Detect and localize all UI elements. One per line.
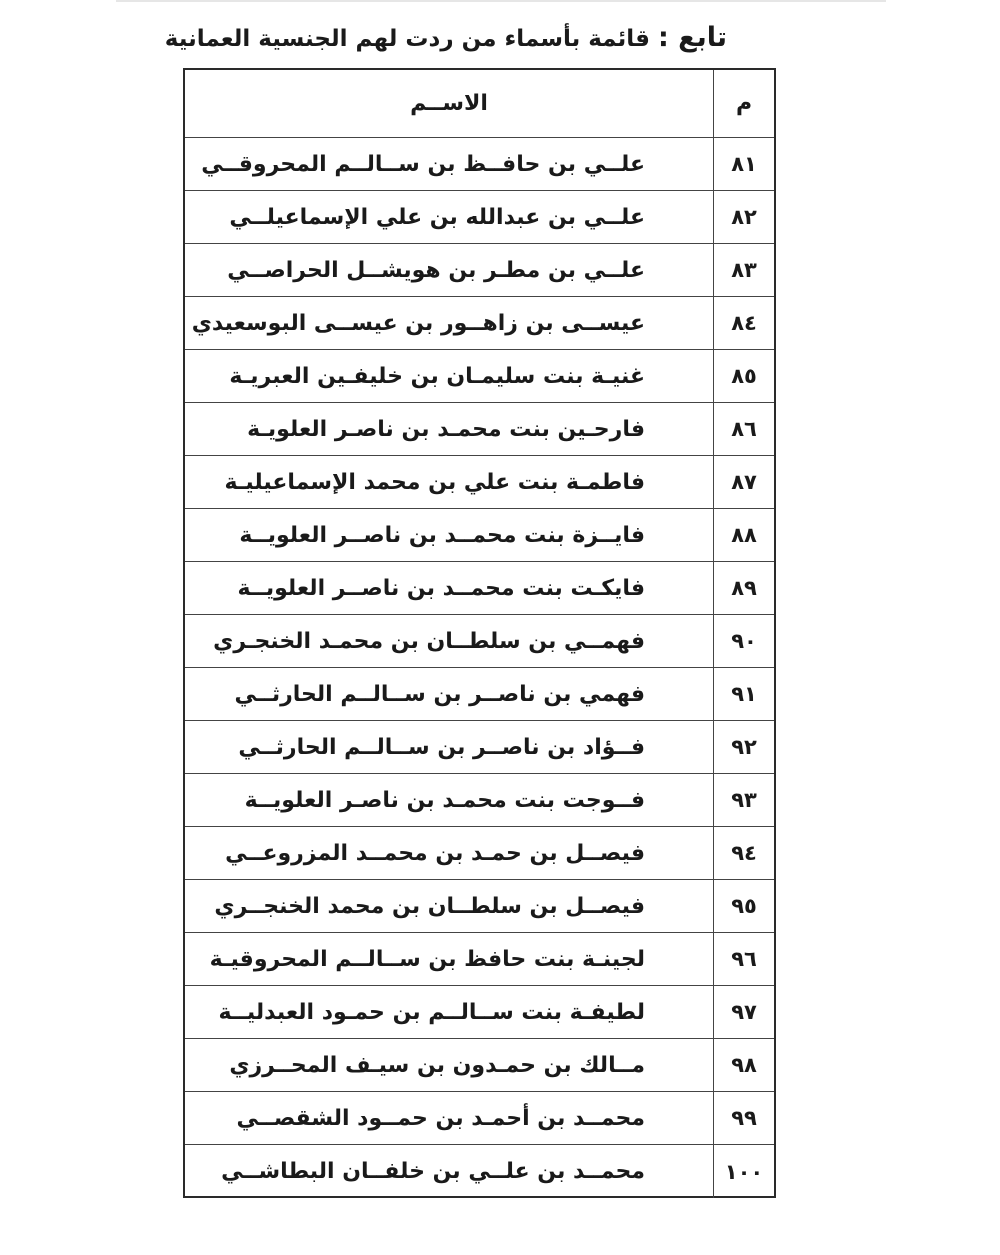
row-name: فهمي بن ناصــر بن ســالــم الحارثــي bbox=[234, 681, 645, 707]
row-number: ٩٠ bbox=[713, 615, 774, 667]
row-number: ٨٢ bbox=[713, 191, 774, 243]
heading-lead: تابع : bbox=[657, 22, 727, 53]
row-name: مــالك بن حمـدون بن سيـف المحــرزي bbox=[229, 1052, 645, 1078]
table-row bbox=[185, 668, 774, 721]
row-number: ٩٢ bbox=[713, 721, 774, 773]
row-number: ٩١ bbox=[713, 668, 774, 720]
row-number: ٩٩ bbox=[713, 1092, 774, 1144]
heading-text: قائمة بأسماء من ردت لهم الجنسية العمانية bbox=[164, 26, 650, 52]
row-name: فاطمـة بنت علي بن محمد الإسماعيليـة bbox=[224, 469, 645, 495]
table-row bbox=[185, 1145, 774, 1198]
table-row bbox=[185, 456, 774, 509]
row-name: علــي بن حافــظ بن ســالــم المحروقــي bbox=[201, 151, 645, 177]
table-row bbox=[185, 509, 774, 562]
row-name: فــؤاد بن ناصــر بن ســالــم الحارثــي bbox=[238, 734, 645, 760]
row-number: ٨١ bbox=[713, 138, 774, 190]
row-name: لطيفـة بنت ســالــم بن حمـود العبدليــة bbox=[218, 999, 645, 1025]
row-name: علــي بن مطـر بن هويشــل الحراصــي bbox=[227, 257, 645, 283]
row-number: ٨٣ bbox=[713, 244, 774, 296]
row-number: ٨٤ bbox=[713, 297, 774, 349]
row-number: ١٠٠ bbox=[713, 1145, 774, 1198]
top-divider bbox=[116, 0, 886, 2]
row-name: فارحـين بنت محمـد بن ناصـر العلويـة bbox=[247, 416, 645, 442]
table-row bbox=[185, 986, 774, 1039]
row-number: ٨٩ bbox=[713, 562, 774, 614]
row-number: ٩٦ bbox=[713, 933, 774, 985]
row-number: ٩٤ bbox=[713, 827, 774, 879]
row-number: ٩٥ bbox=[713, 880, 774, 932]
table-row bbox=[185, 1039, 774, 1092]
row-name: فــوجت بنت محمـد بن ناصـر العلويــة bbox=[244, 787, 645, 813]
page-heading bbox=[165, 20, 727, 57]
table-row bbox=[185, 774, 774, 827]
table-row bbox=[185, 297, 774, 350]
table-row bbox=[185, 721, 774, 774]
table-row bbox=[185, 615, 774, 668]
row-number: ٨٦ bbox=[713, 403, 774, 455]
names-table bbox=[183, 68, 776, 1198]
table-row bbox=[185, 350, 774, 403]
row-name: عيســى بن زاهــور بن عيســى البوسعيدي bbox=[191, 310, 645, 336]
table-row bbox=[185, 1092, 774, 1145]
table-row bbox=[185, 191, 774, 244]
row-number: ٨٧ bbox=[713, 456, 774, 508]
table-header-row bbox=[185, 70, 774, 138]
table-row bbox=[185, 880, 774, 933]
table-row bbox=[185, 138, 774, 191]
column-header-number: م bbox=[713, 70, 774, 137]
column-header-name: الاســم bbox=[410, 91, 488, 116]
row-number: ٩٣ bbox=[713, 774, 774, 826]
row-name: فايــزة بنت محمــد بن ناصــر العلويــة bbox=[239, 522, 645, 548]
row-number: ٩٨ bbox=[713, 1039, 774, 1091]
row-name: فهمــي بن سلطــان بن محمـد الخنجـري bbox=[213, 628, 645, 654]
row-number: ٨٥ bbox=[713, 350, 774, 402]
table-row bbox=[185, 562, 774, 615]
row-name: غنيـة بنت سليمـان بن خليفـين العبريـة bbox=[229, 363, 645, 389]
row-name: لجينـة بنت حافظ بن ســالــم المحروقيـة bbox=[209, 946, 645, 972]
table-row bbox=[185, 827, 774, 880]
row-name: فايكـت بنت محمــد بن ناصــر العلويــة bbox=[237, 575, 645, 601]
row-name: فيصــل بن سلطــان بن محمد الخنجــري bbox=[214, 893, 645, 919]
row-number: ٩٧ bbox=[713, 986, 774, 1038]
table-row bbox=[185, 933, 774, 986]
table-row bbox=[185, 403, 774, 456]
row-name: فيصــل بن حمـد بن محمــد المزروعــي bbox=[225, 840, 645, 866]
row-name: علــي بن عبدالله بن علي الإسماعيلــي bbox=[229, 204, 645, 230]
row-number: ٨٨ bbox=[713, 509, 774, 561]
table-row bbox=[185, 244, 774, 297]
row-name: محمــد بن علــي بن خلفــان البطاشــي bbox=[221, 1159, 645, 1184]
row-name: محمــد بن أحمـد بن حمــود الشقصــي bbox=[236, 1105, 645, 1131]
